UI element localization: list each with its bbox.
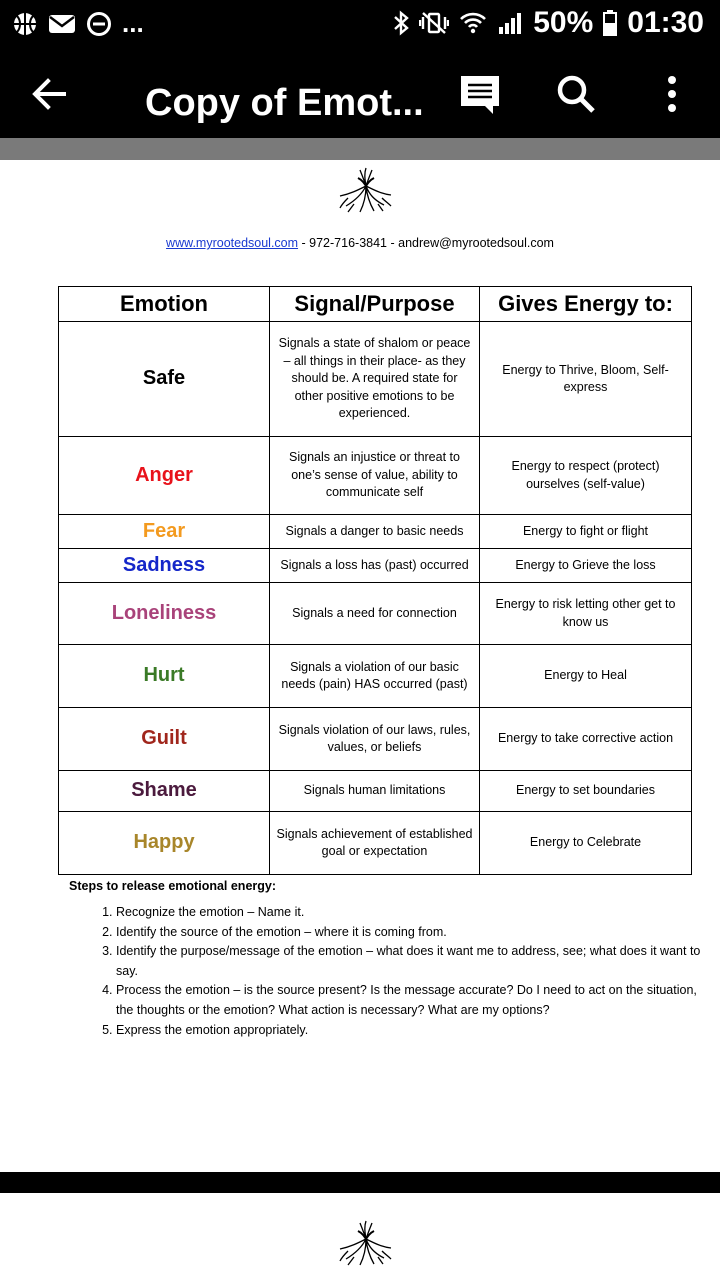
wifi-icon: [459, 11, 487, 35]
battery-percent: 50%: [533, 6, 594, 39]
signal-cell: Signals a state of shalom or peace – all things in their place- as they should be. A required state for other positive emotions to be experienced.: [270, 322, 480, 437]
signal-cell: Signals an injustice or threat to one’s sense of value, ability to communicate self: [270, 437, 480, 515]
step-item: 3. Identify the purpose/message of the emotion – what does it want me to address, see; what does it want to say.: [116, 942, 716, 981]
emotion-cell: Loneliness: [59, 583, 270, 645]
table-row: [59, 645, 692, 708]
document-page[interactable]: [0, 160, 720, 1172]
document-page-2[interactable]: [0, 1193, 720, 1280]
vibrate-mute-icon: [419, 11, 449, 35]
table-row: [59, 812, 692, 875]
page-divider: [0, 1172, 720, 1193]
emotion-cell: Hurt: [59, 645, 270, 708]
do-not-disturb-icon: [86, 11, 112, 37]
mail-icon: [48, 13, 76, 35]
contact-separator: -: [298, 236, 310, 250]
emotions-table: [58, 286, 692, 875]
more-notifications-indicator: ...: [122, 8, 144, 38]
phone-number: 972-716-3841: [309, 236, 388, 250]
energy-cell: Energy to set boundaries: [480, 771, 692, 812]
bluetooth-icon: [393, 10, 409, 36]
rooted-tree-logo-icon: [336, 1217, 394, 1269]
table-row: [59, 437, 692, 515]
basketball-icon: [12, 11, 38, 37]
contact-separator: -: [387, 236, 399, 250]
signal-cell: Signals a violation of our basic needs (pain) HAS occurred (past): [270, 645, 480, 708]
signal-icon: [497, 11, 523, 35]
app-bar: [0, 50, 720, 138]
signal-cell: Signals a loss has (past) occurred: [270, 549, 480, 583]
rooted-tree-logo-icon: [336, 164, 394, 216]
step-item: 4. Process the emotion – is the source present? Is the message accurate? Do I need to act on the situation, the thoughts or the emotion? What action is necessary? What are my options?: [116, 981, 716, 1020]
status-bar: [0, 0, 720, 50]
table-row: [59, 322, 692, 437]
table-row: [59, 549, 692, 583]
energy-cell: Energy to take corrective action: [480, 708, 692, 771]
signal-cell: Signals violation of our laws, rules, values, or beliefs: [270, 708, 480, 771]
signal-cell: Signals a need for connection: [270, 583, 480, 645]
table-row: [59, 708, 692, 771]
back-arrow-icon[interactable]: [28, 72, 72, 116]
contact-line: [0, 236, 720, 250]
column-header: Signal/Purpose: [270, 287, 480, 322]
column-header: Emotion: [59, 287, 270, 322]
table-row: [59, 771, 692, 812]
document-title: Copy of Emot...: [145, 82, 424, 124]
signal-cell: Signals achievement of established goal or expectation: [270, 812, 480, 875]
emotion-cell: Sadness: [59, 549, 270, 583]
clock: 01:30: [627, 6, 704, 39]
table-row: [59, 583, 692, 645]
energy-cell: Energy to Grieve the loss: [480, 549, 692, 583]
signal-cell: Signals human limitations: [270, 771, 480, 812]
battery-icon: [603, 10, 617, 36]
search-icon[interactable]: [554, 72, 598, 116]
energy-cell: Energy to risk letting other get to know us: [480, 583, 692, 645]
steps-heading: Steps to release emotional energy:: [69, 879, 277, 893]
step-item: 5. Express the emotion appropriately.: [116, 1021, 716, 1041]
more-options-icon[interactable]: [650, 72, 694, 116]
comment-icon[interactable]: [458, 72, 502, 116]
energy-cell: Energy to Celebrate: [480, 812, 692, 875]
website-link[interactable]: www.myrootedsoul.com: [166, 236, 299, 250]
step-item: 1. Recognize the emotion – Name it.: [116, 903, 716, 923]
table-row: [59, 515, 692, 549]
table-header-row: [59, 287, 692, 322]
signal-cell: Signals a danger to basic needs: [270, 515, 480, 549]
energy-cell: Energy to fight or flight: [480, 515, 692, 549]
column-header: Gives Energy to:: [480, 287, 692, 322]
emotion-cell: Happy: [59, 812, 270, 875]
energy-cell: Energy to Heal: [480, 645, 692, 708]
energy-cell: Energy to Thrive, Bloom, Self-express: [480, 322, 692, 437]
emotion-cell: Anger: [59, 437, 270, 515]
step-item: 2. Identify the source of the emotion – where it is coming from.: [116, 923, 716, 943]
energy-cell: Energy to respect (protect) ourselves (self-value): [480, 437, 692, 515]
page-gap: [0, 138, 720, 160]
email-address: andrew@myrootedsoul.com: [398, 236, 554, 250]
steps-list: [74, 903, 716, 1040]
emotion-cell: Fear: [59, 515, 270, 549]
emotion-cell: Safe: [59, 322, 270, 437]
emotion-cell: Shame: [59, 771, 270, 812]
emotion-cell: Guilt: [59, 708, 270, 771]
